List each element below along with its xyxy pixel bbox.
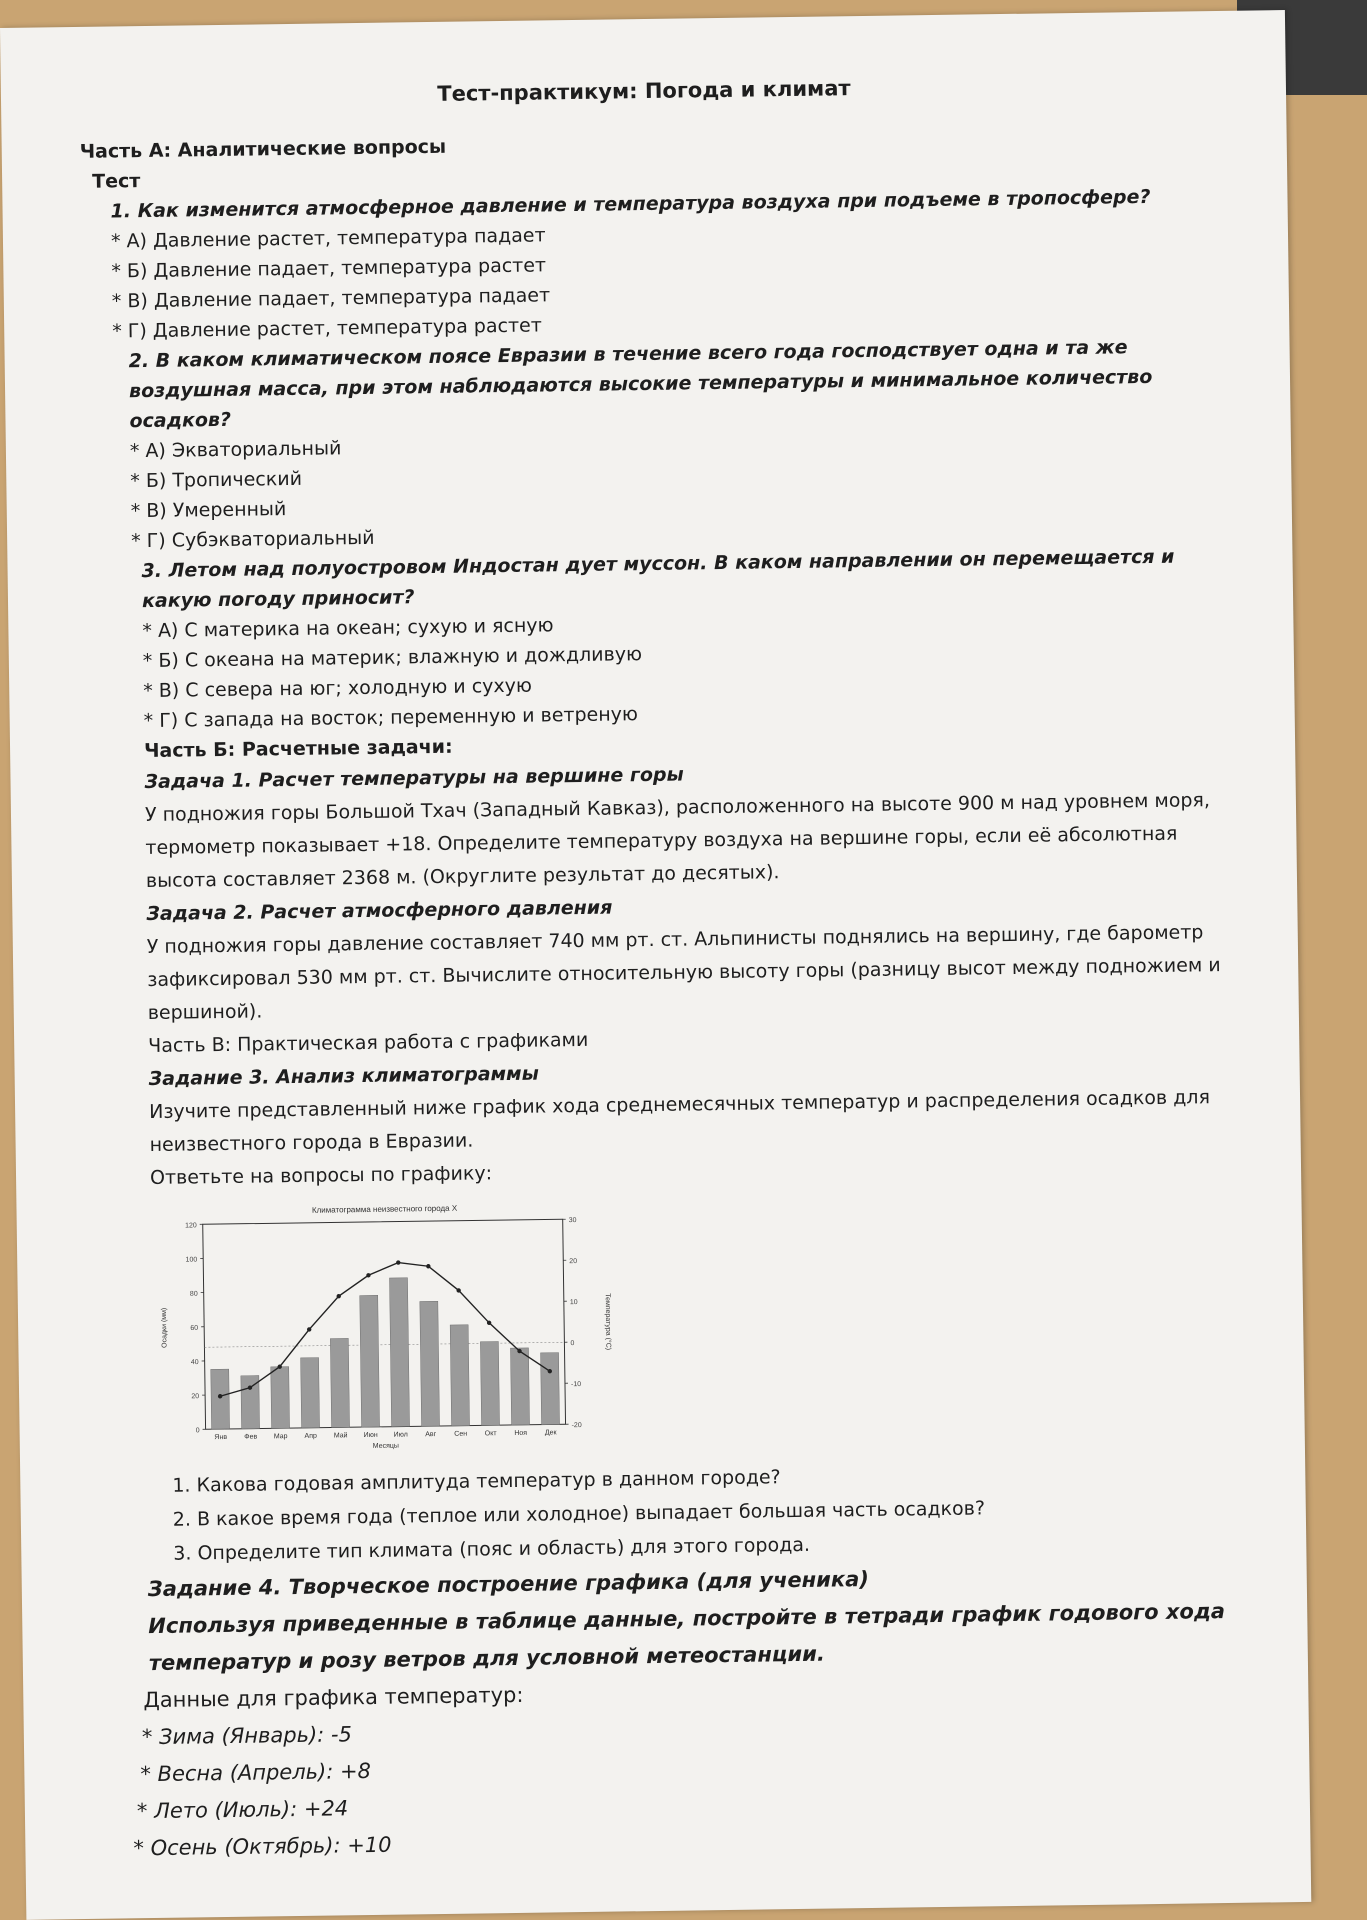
question-2-line-1: 2. В каком климатическом поясе Евразии в течение всего года господствует одна и та же: [128, 336, 1128, 373]
task-3-question-3: 3. Определите тип климата (пояс и область) для этого города.: [173, 1533, 811, 1565]
y-right-tick-label: 10: [569, 1299, 578, 1307]
y-left-tick-label: 20: [191, 1393, 200, 1401]
q2-option-b: * Б) Тропический: [84, 451, 1214, 497]
precipitation-bar: [389, 1278, 409, 1427]
precipitation-bar: [450, 1325, 469, 1426]
y-axis-right-label: Температура (°С): [603, 1293, 612, 1351]
x-tick-label: Июл: [393, 1431, 408, 1439]
task-4-title: Задание 4. Творческое построение графика (для ученика): [147, 1567, 870, 1602]
q3-option-d: * Г) С запада на восток; переменную и ветреную: [87, 691, 1217, 737]
precipitation-bar: [271, 1367, 290, 1429]
question-1: 1. Как изменится атмосферное давление и температура воздуха при подъеме в тропосфере?: [110, 185, 1151, 223]
y-left-tick-label: 100: [185, 1256, 198, 1264]
x-tick-label: Апр: [304, 1432, 317, 1440]
task-1-line-3: высота составляет 2368 м. (Округлите результат до десятых).: [145, 861, 780, 893]
question-2-line-3: осадков?: [129, 408, 232, 433]
x-tick-label: Июн: [363, 1431, 378, 1440]
temperature-point: [396, 1260, 400, 1264]
task-1-line-2: термометр показывает +18. Определите температуру воздуха на вершине горы, если её абсолютная: [145, 822, 1178, 860]
x-tick-label: Окт: [484, 1430, 497, 1438]
y-right-tick-label: -10: [570, 1381, 582, 1389]
y-left-tick-label: 120: [185, 1222, 197, 1230]
chart-marks: [185, 1217, 582, 1441]
q2-option-a: * А) Экваториальный: [84, 421, 1214, 467]
q2-option-d: * Г) Субэкваториальный: [85, 511, 1215, 557]
task-3-title: Задание 3. Анализ климатограммы: [148, 1062, 539, 1091]
temperature-line: [218, 1260, 550, 1396]
task-4-data-label: Данные для графика температур:: [143, 1682, 524, 1713]
q3-option-b: * Б) С океана на материк; влажную и дождливую: [87, 631, 1217, 677]
y-right-tick-label: -20: [571, 1422, 582, 1430]
task-4-line-1: Используя приведенные в таблице данные, постройте в тетради график годового хода: [148, 1599, 1226, 1639]
part-a-heading: Часть А: Аналитические вопросы: [79, 135, 447, 163]
task-2-title: Задача 2. Расчет атмосферного давления: [146, 896, 613, 926]
paper-sheet: [0, 10, 1311, 1920]
x-tick-label: Дек: [544, 1429, 557, 1437]
x-tick-label: Мар: [273, 1433, 288, 1441]
task-3-question-1: 1. Какова годовая амплитуда температур в данном городе?: [172, 1466, 781, 1497]
q2-option-c: * В) Умеренный: [85, 481, 1215, 527]
question-2-line-2: воздушная масса, при этом наблюдаются высокие температуры и минимальное количество: [128, 365, 1153, 403]
test-heading: Тест: [92, 170, 141, 193]
y-left-tick-label: 80: [189, 1290, 198, 1298]
task-3-line-3: Ответьте на вопросы по графику:: [149, 1162, 493, 1190]
task-2-line-3: вершиной).: [147, 1000, 263, 1025]
y-left-tick-label: 40: [190, 1359, 199, 1367]
task-3-question-2: 2. В какое время года (теплое или холодное) выпадает большая часть осадков?: [172, 1497, 986, 1531]
x-tick-label: Сен: [454, 1430, 468, 1438]
climatogram-chart: [94, 1188, 1227, 1454]
document-title: Тест-практикум: Погода и климат: [437, 76, 851, 106]
q1-option-b: * Б) Давление падает, температура растет: [81, 241, 1211, 287]
precipitation-bar: [541, 1353, 560, 1425]
precipitation-bar: [510, 1348, 529, 1425]
q1-option-a: * А) Давление растет, температура падает: [81, 211, 1211, 257]
q3-option-c: * В) С севера на юг; холодную и сухую: [87, 661, 1217, 707]
x-tick-label: Ноя: [514, 1429, 528, 1437]
x-tick-label: Фев: [244, 1433, 258, 1441]
x-axis-label: Месяцы: [372, 1442, 399, 1450]
task-1-line-1: У подножия горы Большой Тхач (Западный Кавказ), расположенного на высоте 900 м над уровнем моря,: [144, 789, 1211, 827]
precipitation-bar: [211, 1369, 230, 1429]
question-3-line-2: какую погоду приносит?: [141, 586, 415, 613]
y-right-tick-label: 20: [569, 1258, 578, 1266]
task-2-line-2: зафиксировал 530 мм рт. ст. Вычислите относительную высоту горы (разницу высот между подножием и: [147, 954, 1221, 992]
task-4-item-autumn: * Осень (Октябрь): +10: [103, 1815, 1233, 1868]
x-tick-label: Авг: [425, 1431, 437, 1439]
precipitation-bar: [360, 1295, 380, 1427]
precipitation-bar: [330, 1338, 349, 1427]
document-content: [79, 71, 1234, 1868]
part-b-heading: Часть Б: Расчетные задачи:: [143, 735, 453, 763]
task-4-item-winter: * Зима (Январь): -5: [102, 1704, 1232, 1757]
q1-option-d: * Г) Давление растет, температура растет: [82, 301, 1212, 347]
task-2-line-1: У подножия горы давление составляет 740 мм рт. ст. Альпинисты поднялись на вершину, где барометр: [146, 921, 1204, 959]
q1-option-c: * В) Давление падает, температура падает: [82, 271, 1212, 317]
question-3-line-1: 3. Летом над полуостровом Индостан дует муссон. В каком направлении он перемещается и: [141, 545, 1175, 583]
y-left-tick-label: 60: [190, 1324, 199, 1332]
precipitation-bar: [420, 1301, 440, 1426]
precipitation-bar: [301, 1358, 320, 1428]
q3-option-a: * А) С материка на океан; сухую и ясную: [86, 601, 1216, 647]
chart-title: Климатограмма неизвестного города Х: [311, 1203, 458, 1215]
y-right-tick-label: 30: [568, 1217, 577, 1225]
y-right-tick-label: 0: [570, 1340, 575, 1348]
task-4-item-spring: * Весна (Апрель): +8: [102, 1741, 1232, 1794]
x-tick-label: Май: [333, 1432, 348, 1440]
y-left-tick-label: 0: [195, 1427, 200, 1435]
task-4-line-2: температур и розу ветров для условной метеостанции.: [148, 1641, 825, 1676]
x-tick-label: Янв: [214, 1433, 228, 1442]
part-c-heading: Часть В: Практическая работа с графиками: [148, 1028, 589, 1058]
task-4-item-summer: * Лето (Июль): +24: [103, 1778, 1233, 1831]
task-1-title: Задача 1. Расчет температуры на вершине горы: [144, 763, 684, 794]
task-3-line-1: Изучите представленный ниже график хода среднемесячных температур и распределения осадков для: [148, 1086, 1211, 1124]
task-3-line-2: неизвестного города в Евразии.: [149, 1129, 474, 1157]
precipitation-bar: [480, 1341, 499, 1425]
y-axis-left-label: Осадки (мм): [160, 1307, 169, 1348]
climatogram-svg: [154, 1197, 617, 1453]
